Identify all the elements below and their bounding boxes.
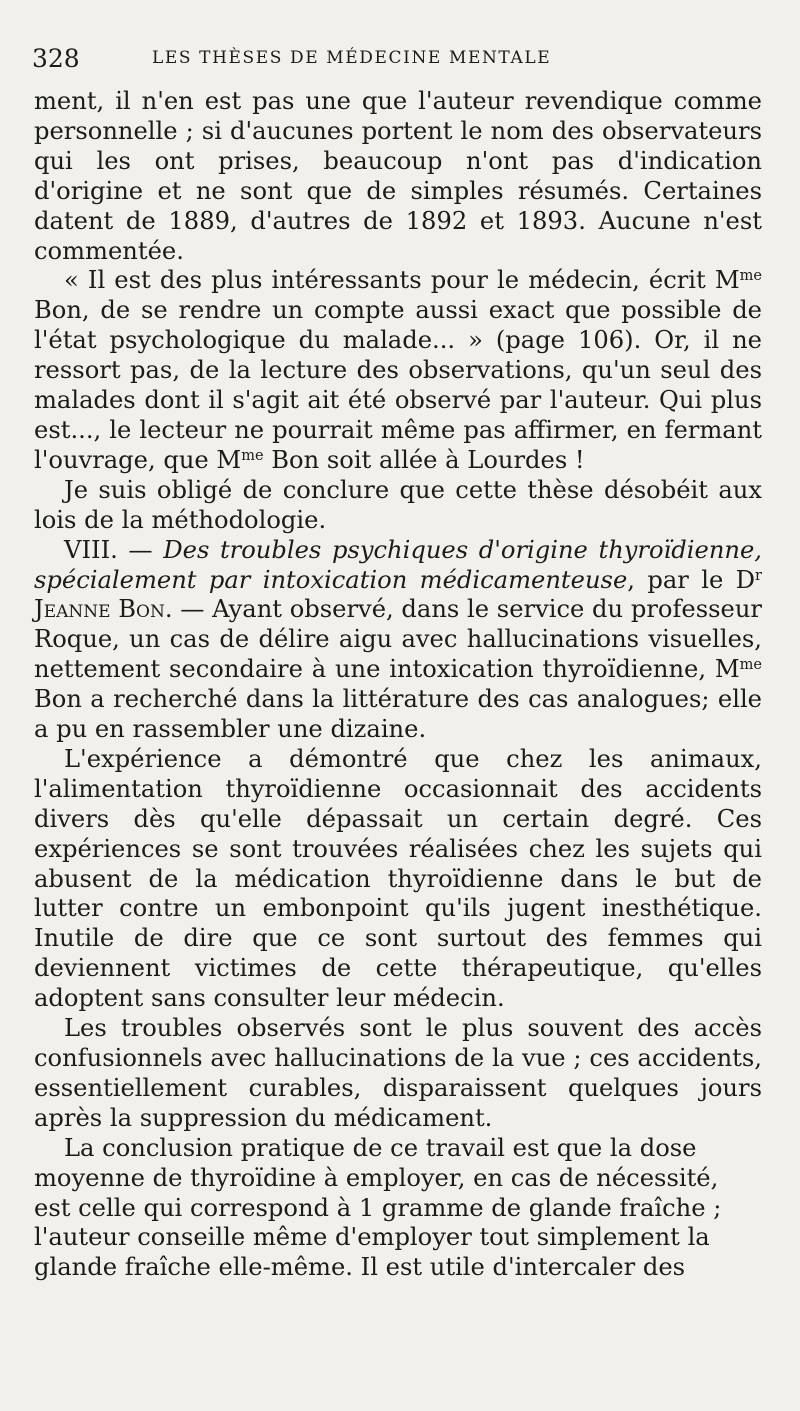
- paragraph-5: L'expérience a démontré que chez les animaux, l'alimentation thyroïdienne occasionnait des accidents divers dès qu'elle dépassait un certain degré. Ces expériences se sont trouvées réalisées chez les sujets qui abusent de la médication thyroïdienne dans le but de lutter contre un embonpoint qu'ils jugent inesthétique. Inutile de dire que ce sont surtout des femmes qui deviennent victimes de cette thérapeutique, qu'elles adoptent sans consulter leur médecin.: [34, 744, 762, 1013]
- page-number: 328: [32, 44, 80, 73]
- thesis-title: Des troubles psychiques d'origine thyroïdienne, spécialement par intoxication médicamenteuse: [34, 535, 762, 594]
- paragraph-6: Les troubles observés sont le plus souvent des accès confusionnels avec hallucinations de la vue ; ces accidents, essentiellement curables, disparaissent quelques jours après la suppression du médicament.: [34, 1014, 762, 1132]
- thesis-author: Jeanne Bon: [34, 595, 165, 624]
- paragraph-3: Je suis obligé de conclure que cette thèse désobéit aux lois de la méthodologie.: [34, 475, 762, 534]
- body-text: [34, 87, 762, 1283]
- paragraph-4-thesis-viii: VIII. — Des troubles psychiques d'origine thyroïdienne, spécialement par intoxication médicamenteuse, par le $D^r$ Jeanne Bon. — Ayant observé, dans le service du professeur Roque, un cas de délire aigu avec hallucinations visuelles, nettement secondaire à une intoxication thyroïdienne, $M^{me}$ Bon a recherché dans la littérature des cas analogues; elle a pu en rassembler une dizaine.: [34, 535, 762, 744]
- section-numeral: VIII. —: [64, 535, 164, 564]
- paragraph-7: La conclusion pratique de ce travail est que la dose moyenne de thyroïdine à employer, en cas de nécessité, est celle qui correspond à 1 gramme de glande fraîche ; l'auteur conseille même d'employer tout simplement la glande fraîche elle-même. Il est utile d'intercaler des: [34, 1133, 722, 1282]
- running-title: LES THÈSES DE MÉDECINE MENTALE: [152, 48, 552, 68]
- paragraph-2: « Il est des plus intéressants pour le médecin, écrit $M^{me}$ Bon, de se rendre un compte aussi exact que possible de l'état psychologique du malade... » (page 106). Or, il ne ressort pas, de la lecture des observations, qu'un seul des malades dont il s'agit ait été observé par l'auteur. Qui plus est..., le lecteur ne pourrait même pas affirmer, en fermant l'ouvrage, que $M^{me}$ Bon soit allée à Lourdes !: [34, 266, 762, 474]
- running-head: [32, 44, 752, 74]
- paragraph-1: ment, il n'en est pas une que l'auteur revendique comme personnelle ; si d'aucunes portent le nom des observateurs qui les ont prises, beaucoup n'ont pas d'indication d'origine et ne sont que de simples résumés. Certaines datent de 1889, d'autres de 1892 et 1893. Aucune n'est commentée.: [34, 87, 762, 265]
